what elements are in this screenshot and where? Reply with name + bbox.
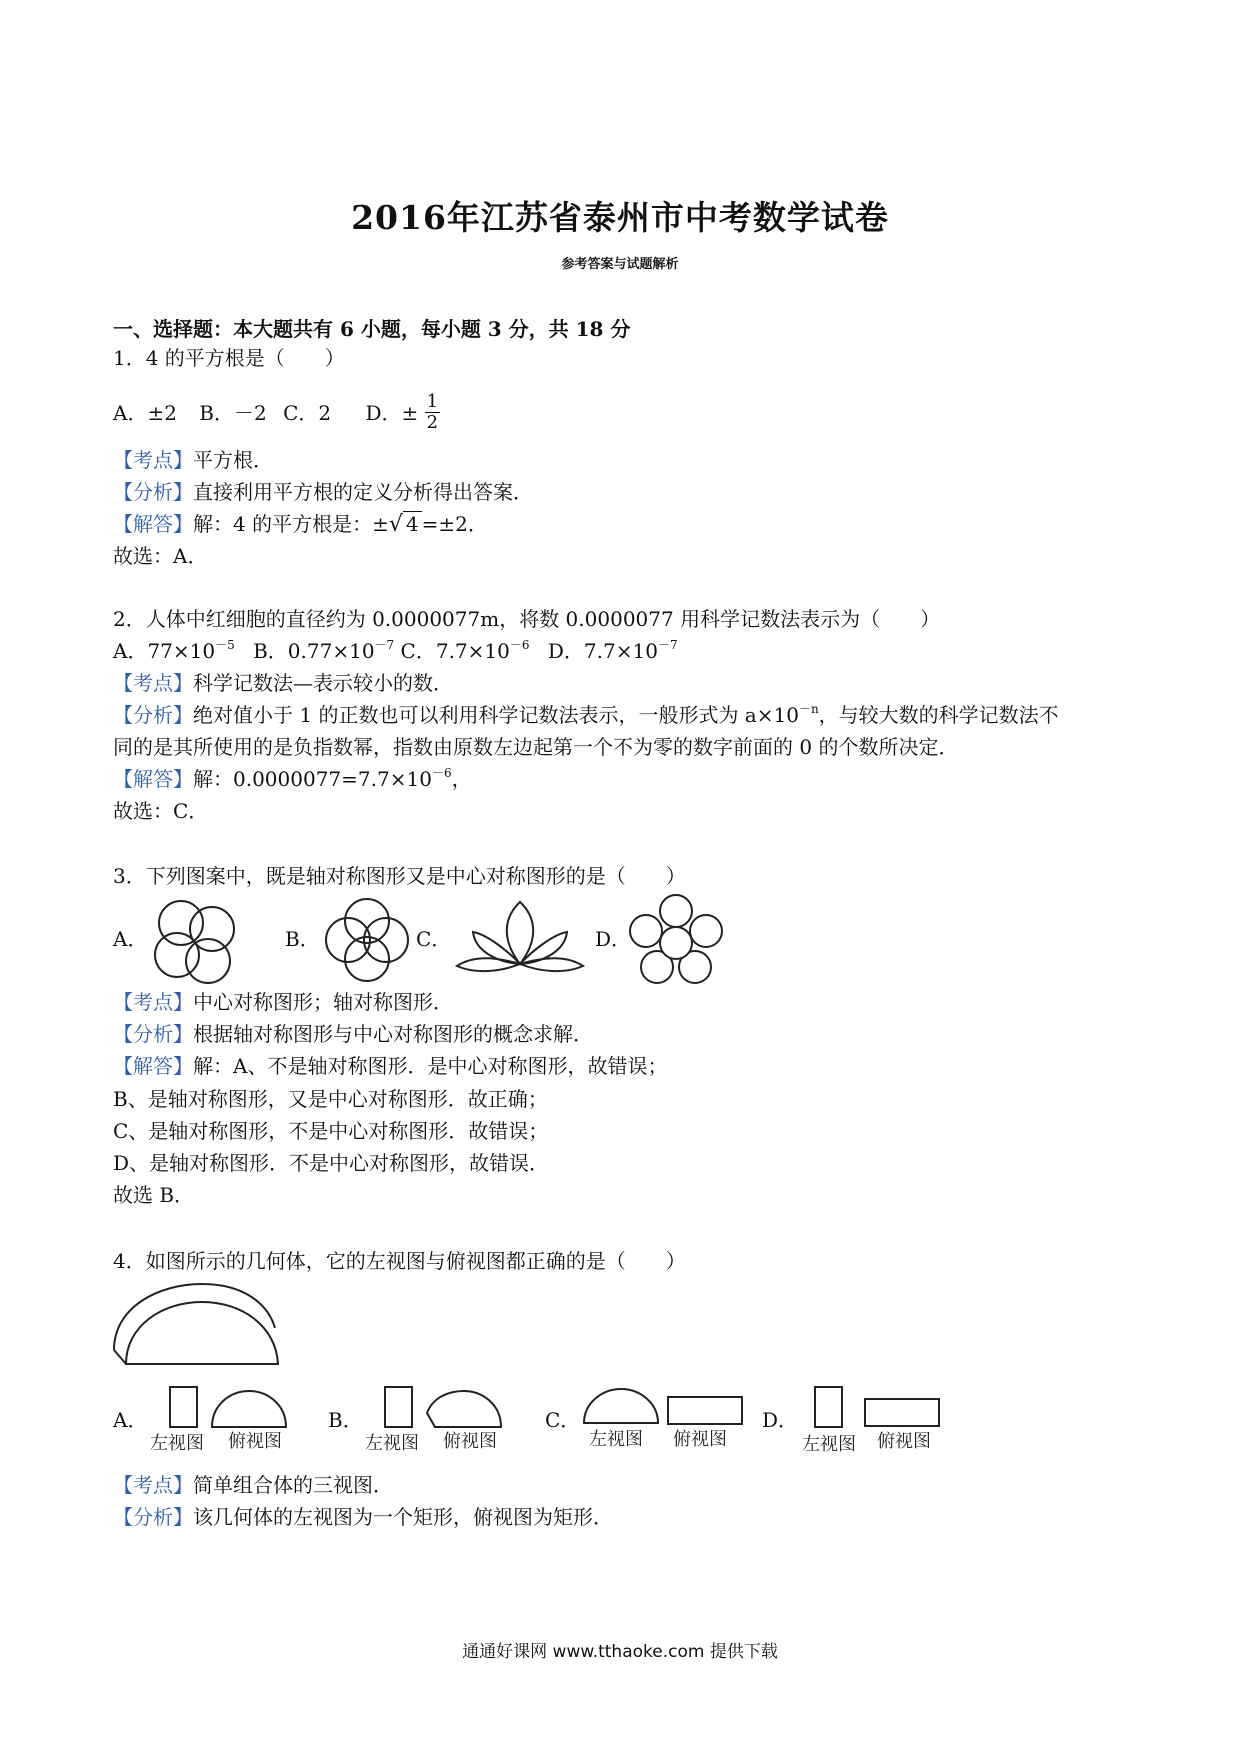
q1-option-a: A．±2	[113, 401, 177, 425]
top-view-label: 俯视图	[877, 1431, 931, 1452]
q3-figure-b	[322, 893, 412, 988]
q2-option-b: B．0.77×10	[253, 639, 375, 663]
q4-option-d-figure	[813, 1385, 948, 1430]
left-view-label: 左视图	[589, 1429, 643, 1450]
q3-figure-a	[150, 895, 240, 990]
q2-jieda-exp: －6	[431, 766, 452, 780]
q4-option-d-labels	[800, 1431, 950, 1461]
q1-jieda-text: 解：4 的平方根是：±	[193, 512, 389, 536]
q3-line-d: D、是轴对称图形．不是中心对称图形，故错误．	[113, 1151, 550, 1175]
q4-option-a-figure	[168, 1385, 293, 1430]
kaodian-tag: 【考点】	[113, 1473, 193, 1497]
q3-kaodian-text: 中心对称图形；轴对称图形．	[193, 990, 453, 1014]
left-view-label: 左视图	[150, 1433, 204, 1454]
fenxi-tag: 【分析】	[113, 1505, 193, 1529]
q4-option-d: D．	[762, 1408, 799, 1432]
sqrt-sign-icon: √	[388, 512, 403, 537]
jieda-tag: 【解答】	[113, 512, 193, 536]
top-view-label: 俯视图	[228, 1431, 282, 1452]
q1-options	[113, 391, 440, 435]
q3-kaodian	[113, 988, 453, 1016]
fenxi-tag: 【分析】	[113, 1022, 193, 1046]
q3-option-b: B．	[285, 927, 320, 951]
q3-line-c: C、是轴对称图形，不是中心对称图形．故错误；	[113, 1119, 549, 1143]
q3-jieda	[113, 1052, 667, 1080]
q2-option-b-exp: －7	[374, 638, 395, 652]
q3-fenxi-text: 根据轴对称图形与中心对称图形的概念求解．	[193, 1022, 593, 1046]
q4-option-b: B．	[328, 1408, 363, 1432]
q4-option-b-figure	[383, 1385, 508, 1430]
q1-jieda	[113, 510, 488, 539]
q1-fenxi-text: 直接利用平方根的定义分析得出答案．	[193, 480, 533, 504]
q4-option-a: A．	[113, 1408, 148, 1432]
q3-choice: 故选 B．	[113, 1183, 195, 1207]
q2-fenxi-text-1b: ，与较大数的科学记数法不	[818, 703, 1059, 727]
q2-stem: 2．人体中红细胞的直径约为 0.0000077m，将数 0.0000077 用科学记数法表示为（ ）	[113, 607, 941, 631]
q3-line-b: B、是轴对称图形，又是中心对称图形．故正确；	[113, 1087, 548, 1111]
q1-kaodian	[113, 446, 273, 474]
q4-kaodian-text: 简单组合体的三视图．	[193, 1473, 393, 1497]
q4-option-c-figure	[582, 1385, 752, 1430]
q2-option-c-exp: －6	[509, 638, 530, 652]
fraction-denominator: 2	[426, 412, 439, 433]
q4-option-c: C．	[545, 1408, 581, 1432]
fraction-numerator: 1	[426, 391, 439, 412]
q3-option-d: D．	[595, 927, 632, 951]
q2-options	[113, 637, 678, 668]
q1-option-b: B．－2	[199, 401, 267, 425]
q3-figure-d	[626, 893, 726, 993]
q2-option-a-exp: －5	[215, 638, 235, 652]
q4-option-a-labels	[148, 1430, 298, 1460]
fenxi-tag: 【分析】	[113, 703, 193, 727]
jieda-tag: 【解答】	[113, 767, 193, 791]
q2-option-a: A．77×10	[113, 639, 216, 663]
kaodian-tag: 【考点】	[113, 671, 193, 695]
q4-fenxi	[113, 1503, 613, 1531]
q3-option-a: A．	[113, 927, 148, 951]
q1-radicand: 4	[403, 511, 422, 536]
q2-option-d-exp: －7	[657, 638, 678, 652]
q4-fenxi-text: 该几何体的左视图为一个矩形，俯视图为矩形．	[193, 1505, 613, 1529]
q4-kaodian	[113, 1471, 393, 1499]
kaodian-tag: 【考点】	[113, 448, 193, 472]
q2-choice: 故选：C．	[113, 799, 209, 823]
q1-option-d-fraction	[425, 392, 440, 433]
q2-jieda-end: ，	[451, 767, 472, 791]
q2-jieda-text: 解：0.0000077=7.7×10	[193, 767, 432, 791]
q2-option-d: D．7.7×10	[547, 639, 658, 663]
q3-stem: 3．下列图案中，既是轴对称图形又是中心对称图形的是（ ）	[113, 864, 686, 888]
q4-option-b-labels	[363, 1430, 513, 1460]
top-view-label: 俯视图	[673, 1429, 727, 1450]
fenxi-tag: 【分析】	[113, 480, 193, 504]
q2-fenxi-text-1: 绝对值小于 1 的正数也可以利用科学记数法表示，一般形式为 a×10	[193, 703, 799, 727]
q2-jieda	[113, 765, 472, 796]
q1-choice: 故选：A．	[113, 544, 208, 568]
q1-kaodian-text: 平方根．	[193, 448, 273, 472]
page-subtitle: 参考答案与试题解析	[561, 257, 679, 272]
q2-kaodian	[113, 669, 453, 697]
jieda-tag: 【解答】	[113, 1054, 193, 1078]
left-view-label: 左视图	[365, 1433, 419, 1454]
top-view-label: 俯视图	[443, 1431, 497, 1452]
q1-option-c: C．2	[283, 401, 332, 425]
q1-stem: 1．4 的平方根是（ ）	[113, 346, 345, 370]
q1-fenxi	[113, 478, 533, 506]
q2-fenxi-line2: 同的是其所使用的是负指数幂，指数由原数左边起第一个不为零的数字前面的 0 的个数所决定．	[113, 735, 959, 759]
q1-jieda-result: =±2．	[421, 512, 488, 536]
q2-fenxi	[113, 701, 1059, 732]
q2-fenxi-exp: －n	[798, 702, 819, 716]
q4-stem: 4．如图所示的几何体，它的左视图与俯视图都正确的是（ ）	[113, 1249, 686, 1273]
q3-figure-c	[455, 898, 585, 978]
q4-solid-figure	[110, 1278, 290, 1370]
section-heading: 一、选择题：本大题共有 6 小题，每小题 3 分，共 18 分	[113, 317, 631, 341]
q3-option-c: C．	[416, 927, 452, 951]
q2-kaodian-text: 科学记数法—表示较小的数．	[193, 671, 453, 695]
left-view-label: 左视图	[802, 1434, 856, 1455]
q3-fenxi	[113, 1020, 593, 1048]
kaodian-tag: 【考点】	[113, 990, 193, 1014]
q3-jieda-text: 解：A、不是轴对称图形．是中心对称图形，故错误；	[193, 1054, 668, 1078]
q2-option-c: C．7.7×10	[400, 639, 510, 663]
page-title: 2016年江苏省泰州市中考数学试卷	[351, 198, 889, 237]
footer-text: 通通好课网 www.tthaoke.com 提供下载	[462, 1642, 778, 1662]
q1-option-d: D．±	[365, 401, 419, 425]
q4-option-c-labels	[587, 1428, 737, 1458]
